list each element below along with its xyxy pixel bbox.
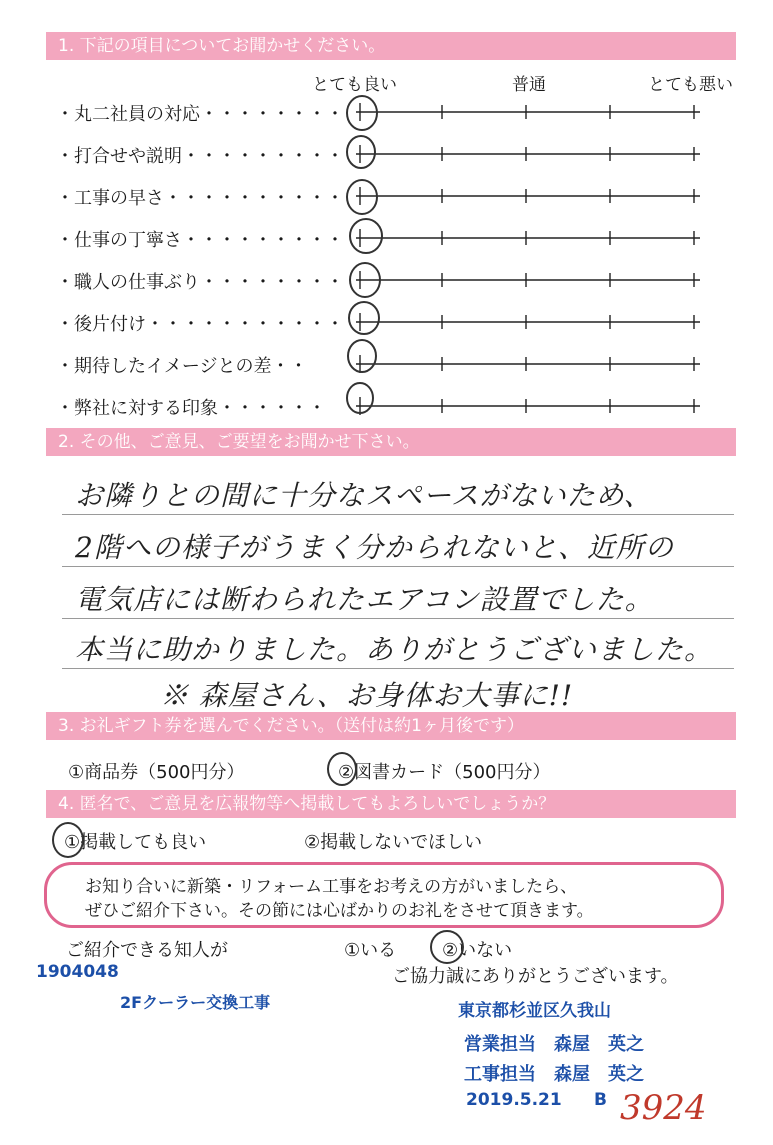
- section4-title: 4. 匿名で、ご意見を広報物等へ掲載してもよろしいでしょうか？: [46, 790, 736, 818]
- rating-row-label: ・仕事の丁寧さ・・・・・・・・・: [56, 230, 344, 251]
- handwritten-comment-line: 電気店には断わられたエアコン設置でした。: [75, 583, 654, 616]
- referral-option-no[interactable]: ②いない: [442, 940, 513, 961]
- rating-scale-row: [356, 229, 700, 247]
- hand-circle-mark: [348, 340, 376, 372]
- scale-label-good: とても良い: [312, 75, 397, 95]
- referral-label: ご紹介できる知人が: [66, 940, 228, 961]
- work-type-stamp: 2Fクーラー交換工事: [120, 993, 271, 1012]
- ruled-line: [62, 514, 734, 515]
- notice-line: お知り合いに新築・リフォーム工事をお考えの方がいましたら、: [85, 877, 578, 897]
- publish-option-deny[interactable]: ②掲載しないでほしい: [304, 832, 483, 853]
- ruled-line: [62, 618, 734, 619]
- rating-row-label: ・工事の早さ・・・・・・・・・・: [56, 188, 344, 209]
- notice-line: ぜひご紹介下さい。その節には心ばかりのお礼をさせて頂きます。: [85, 901, 594, 921]
- handwritten-comment-line: 本当に助かりました。ありがとうございました。: [75, 633, 714, 666]
- scale-label-bad: とても悪い: [648, 75, 733, 95]
- referral-notice-box: [44, 862, 724, 928]
- rating-scale-row: [356, 187, 700, 205]
- section3-title: 3. お礼ギフト券を選んでください。（送付は約1ヶ月後です）: [46, 712, 736, 740]
- rating-scale-row: [356, 313, 700, 331]
- date-stamp: 2019.5.21: [466, 1090, 562, 1110]
- hand-circle-mark: [430, 930, 464, 964]
- rating-scale-row: [356, 103, 700, 121]
- customer-code-stamp: 1904048: [36, 962, 119, 982]
- section2-title: 2. その他、ご意見、ご要望をお聞かせ下さい。: [46, 428, 736, 456]
- gift-option-product-voucher[interactable]: ①商品券（500円分）: [68, 762, 245, 783]
- hand-circle-mark: [347, 136, 375, 168]
- rating-row-label: ・丸二社員の対応・・・・・・・・: [56, 104, 344, 125]
- address-stamp: 東京都杉並区久我山: [458, 1001, 611, 1021]
- handwritten-number: 3924: [620, 1088, 707, 1128]
- sales-rep-stamp: 営業担当 森屋 英之: [464, 1034, 644, 1055]
- letter-stamp: B: [594, 1090, 607, 1110]
- hand-circle-mark: [349, 302, 379, 334]
- rating-row-label: ・打合せや説明・・・・・・・・・: [56, 146, 344, 167]
- hand-circle-mark: [327, 752, 357, 786]
- hand-circle-mark: [350, 219, 382, 253]
- handwritten-comment-line: お隣りとの間に十分なスペースがないため、: [75, 479, 653, 512]
- scale-label-normal: 普通: [512, 75, 546, 95]
- handwritten-comment-line: 2階への様子がうまく分かられないと、近所の: [75, 531, 674, 564]
- section1-title: 1. 下記の項目についてお聞かせください。: [46, 32, 736, 60]
- referral-option-yes[interactable]: ①いる: [344, 940, 397, 961]
- rating-row-label: ・後片付け・・・・・・・・・・・: [56, 314, 344, 335]
- handwritten-comment-line: ※ 森屋さん、お身体お大事に!!: [160, 679, 574, 712]
- thanks-message: ご協力誠にありがとうございます。: [392, 966, 679, 987]
- rating-row-label: ・期待したイメージとの差・・: [56, 356, 308, 377]
- hand-circle-mark: [347, 96, 377, 130]
- ruled-line: [62, 566, 734, 567]
- publish-option-allow[interactable]: ①掲載しても良い: [64, 832, 207, 853]
- hand-circle-mark: [347, 180, 377, 214]
- construction-rep-stamp: 工事担当 森屋 英之: [464, 1064, 644, 1085]
- rating-row-label: ・弊社に対する印象・・・・・・: [56, 398, 326, 419]
- rating-scale-row: [356, 355, 700, 373]
- gift-option-book-card[interactable]: ②図書カード（500円分）: [338, 762, 551, 783]
- rating-scale-row: [356, 397, 700, 415]
- hand-circle-mark: [52, 822, 84, 858]
- rating-scale-row: [356, 271, 700, 289]
- rating-scales: [0, 0, 773, 430]
- rating-row-label: ・職人の仕事ぶり・・・・・・・・: [56, 272, 344, 293]
- rating-scale-row: [356, 145, 700, 163]
- ruled-line: [62, 668, 734, 669]
